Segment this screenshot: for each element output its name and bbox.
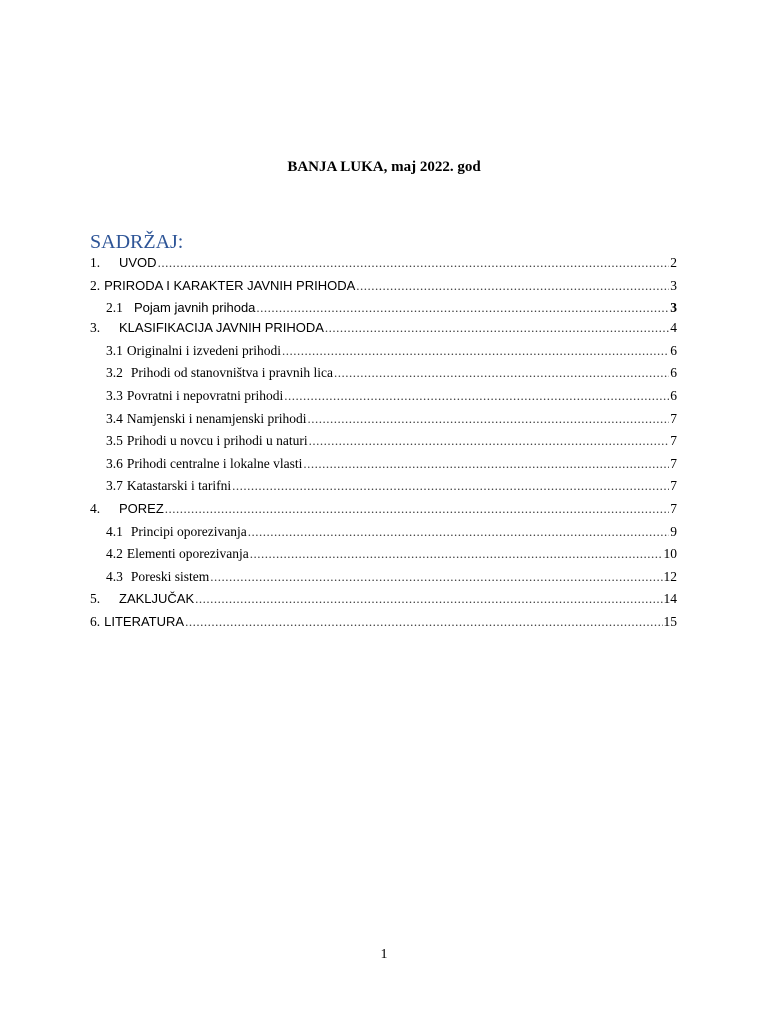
toc-entry-page: 15 (663, 613, 677, 629)
toc-entry-principi[interactable] (90, 524, 677, 547)
toc-entry-page: 12 (663, 568, 677, 584)
toc-entry-number: 2. (90, 277, 101, 293)
toc-entry-page: 2 (670, 255, 677, 270)
toc-entry-page: 3 (670, 277, 677, 293)
toc-entry-priroda[interactable] (90, 278, 677, 301)
toc-entry-number: 4. (90, 500, 101, 516)
toc-entry-page: 7 (670, 433, 677, 449)
toc-entry-uvod[interactable] (90, 255, 677, 278)
toc-entry-katastarski[interactable] (90, 478, 677, 501)
toc-entry-label: Prihodi u novcu i prihodi u naturi (126, 433, 308, 449)
toc-entry-label: Prihodi centralne i lokalne vlasti (126, 455, 303, 471)
toc-entry-page: 6 (670, 342, 677, 358)
toc-entry-number: 3.3 (106, 387, 123, 403)
dot-leader (303, 456, 669, 472)
dot-leader (307, 411, 669, 427)
toc-entry-number: 4.1 (106, 523, 123, 539)
toc-entry-page: 3 (670, 300, 677, 316)
dot-leader (282, 343, 669, 359)
toc-entry-sistem[interactable] (90, 569, 677, 592)
dot-leader (334, 365, 669, 381)
dot-leader (232, 478, 669, 494)
toc-entry-page: 7 (670, 455, 677, 471)
dot-leader (248, 524, 670, 540)
toc-entry-povratni[interactable] (90, 388, 677, 411)
toc-entry-label: Elementi oporezivanja (126, 546, 249, 562)
toc-entry-klasifikacija[interactable] (90, 320, 677, 343)
dot-leader (325, 320, 669, 336)
toc-entry-pojam[interactable] (90, 300, 677, 320)
toc-entry-vlast[interactable] (90, 456, 677, 479)
dot-leader (284, 388, 669, 404)
toc-entry-novac[interactable] (90, 433, 677, 456)
toc-entry-number: 5. (90, 591, 101, 607)
toc-entry-label: Namjenski i nenamjenski prihodi (126, 410, 307, 426)
toc-entry-porez[interactable] (90, 501, 677, 524)
toc-entry-number: 3.6 (106, 455, 123, 471)
toc-entry-page: 4 (670, 320, 677, 336)
toc-entry-page: 7 (670, 478, 677, 494)
dot-leader (158, 255, 670, 271)
page-number: 1 (380, 947, 388, 962)
toc-entry-number: 3.1 (106, 342, 123, 358)
toc-entry-number: 4.3 (106, 568, 123, 584)
toc-entry-label: Katastarski i tarifni (126, 478, 232, 494)
toc-entry-number: 3. (90, 320, 101, 336)
toc-entry-number: 1. (90, 255, 101, 270)
toc-entry-label: ZAKLJUČAK (119, 591, 195, 607)
toc-entry-label: PRIRODA I KARAKTER JAVNIH PRIHODA (104, 277, 356, 293)
toc-entry-label: UVOD (119, 255, 157, 270)
toc-entry-number: 4.2 (106, 546, 123, 562)
toc-entry-literatura[interactable] (90, 614, 677, 637)
toc-entry-elementi[interactable] (90, 546, 677, 569)
dot-leader (250, 546, 663, 562)
dot-leader (195, 591, 662, 607)
toc-entry-label: LITERATURA (104, 613, 185, 629)
toc-entry-number: 3.4 (106, 410, 123, 426)
toc-entry-label: Povratni i nepovratni prihodi (126, 387, 284, 403)
toc-entry-label: Originalni i izvedeni prihodi (126, 342, 281, 358)
dot-leader (210, 569, 662, 585)
toc-entry-page: 6 (670, 387, 677, 403)
toc-entry-number: 3.2 (106, 365, 123, 381)
toc-entry-page: 14 (663, 591, 677, 607)
dot-leader (256, 300, 669, 316)
toc-entry-number: 2.1 (106, 300, 123, 316)
toc-entry-originalni[interactable] (90, 343, 677, 366)
toc-entry-page: 7 (670, 500, 677, 516)
toc-entry-page: 7 (670, 410, 677, 426)
toc-entry-label: Poreski sistem (130, 568, 210, 584)
toc-entry-label: Pojam javnih prihoda (134, 300, 256, 316)
toc-entry-page: 10 (663, 546, 677, 562)
toc-entry-label: POREZ (119, 500, 164, 516)
dot-leader (165, 501, 669, 517)
table-of-contents (90, 255, 677, 637)
toc-entry-page: 6 (670, 365, 677, 381)
toc-entry-number: 3.7 (106, 478, 123, 494)
toc-entry-label: Prihodi od stanovništva i pravnih lica (130, 365, 333, 381)
toc-entry-label: Principi oporezivanja (130, 523, 247, 539)
toc-title: SADRŽAJ: (90, 231, 184, 253)
toc-entry-number: 6. (90, 613, 101, 629)
location-date-heading: BANJA LUKA, maj 2022. god (287, 159, 481, 175)
toc-entry-zakljucak[interactable] (90, 591, 677, 614)
dot-leader (356, 278, 669, 294)
dot-leader (309, 433, 670, 449)
toc-entry-stanovnistvo[interactable] (90, 365, 677, 388)
toc-entry-namjenski[interactable] (90, 411, 677, 434)
toc-entry-page: 9 (670, 523, 677, 539)
dot-leader (185, 614, 662, 630)
toc-entry-number: 3.5 (106, 433, 123, 449)
toc-entry-label: KLASIFIKACIJA JAVNIH PRIHODA (119, 320, 324, 336)
